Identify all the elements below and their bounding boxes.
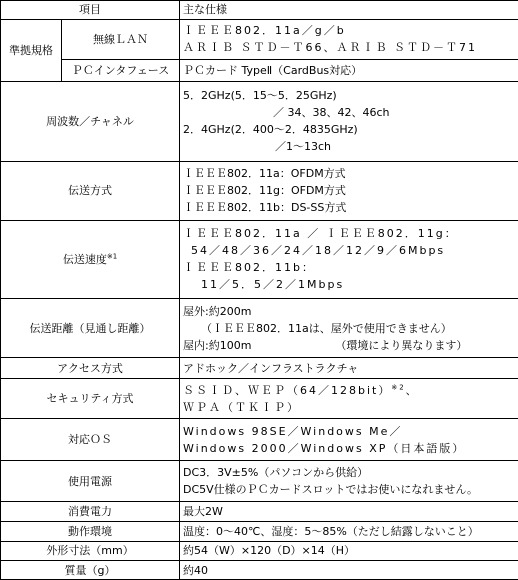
access-label: アクセス方式: [1, 358, 180, 379]
pc-interface-label: ＰＣインタフェース: [62, 60, 180, 82]
row-os: [1, 419, 518, 460]
power-label: 使用電源: [1, 460, 180, 501]
weight-label: 質量（g）: [1, 561, 180, 580]
row-speed: [1, 220, 518, 299]
dimensions-label: 外形寸法（mm）: [1, 541, 180, 561]
row-weight: [1, 561, 518, 580]
lan-value: [180, 19, 518, 59]
row-dimensions: [1, 541, 518, 561]
os-label: 対応ＯＳ: [1, 419, 180, 460]
row-consumption: [1, 502, 518, 522]
frequency-line: ／ 34、38、42、46ch: [273, 106, 390, 120]
transmission-line: ＩＥＥＥ802．11g：OFDM方式: [183, 184, 346, 198]
security-line: [183, 382, 515, 399]
speed-line: 11／5．5／2／1Mbps: [201, 278, 345, 292]
security-value: [180, 379, 518, 419]
row-distance: [1, 299, 518, 358]
access-value: アドホック／インフラストラクチャ: [180, 358, 518, 379]
consumption-label: 消費電力: [1, 502, 180, 522]
frequency-value: [180, 81, 518, 161]
speed-line: 54／48／36／24／18／12／9／6Mbps: [191, 244, 446, 258]
speed-line: ＩＥＥＥ802．11b：: [183, 261, 315, 275]
dimensions-value: 約54（W）×120（D）×14（H）: [180, 541, 518, 561]
frequency-line: 5．2GHz(5．15～5．25GHz): [183, 89, 337, 103]
lan-line: ＡＲＩＢ ＳＴＤ－Ｔ66、ＡＲＩＢ ＳＴＤ－Ｔ71: [183, 41, 477, 55]
speed-label-cell: [1, 220, 180, 299]
row-standard-pc: [1, 60, 518, 82]
transmission-label: 伝送方式: [1, 161, 180, 220]
header-row: [1, 1, 518, 20]
pc-interface-value: ＰＣカード TypeⅡ（CardBus対応）: [180, 60, 518, 82]
row-power: [1, 460, 518, 501]
frequency-line: 2．4GHz(2．400～2．4835GHz): [183, 123, 358, 137]
power-line: DC3．3V±5%（パソコンから供給）: [183, 466, 369, 480]
row-access: [1, 358, 518, 379]
security-line1: ＳＳＩＤ、ＷＥＰ（64／128bit）: [183, 383, 392, 397]
speed-value: [180, 220, 518, 299]
os-value: [180, 419, 518, 460]
row-standard-lan: [1, 19, 518, 59]
weight-value: 約40: [180, 561, 518, 580]
os-line: Windows 98SE／Windows Me／: [183, 424, 403, 438]
row-security: [1, 379, 518, 419]
standard-label: 準拠規格: [1, 19, 62, 81]
lan-label: 無線ＬＡＮ: [62, 19, 180, 59]
row-transmission: [1, 161, 518, 220]
header-spec: 主な仕様: [180, 1, 518, 20]
row-frequency: [1, 81, 518, 161]
power-value: [180, 460, 518, 501]
security-label: セキュリティ方式: [1, 379, 180, 419]
speed-line: ＩＥＥＥ802．11a ／ ＩＥＥＥ802．11g：: [183, 227, 458, 241]
frequency-line: ／1～13ch: [275, 140, 332, 154]
distance-indoor: 屋内:約100m: [183, 338, 252, 352]
distance-line: 屋外:約200m: [183, 304, 252, 318]
environment-label: 動作環境: [1, 521, 180, 541]
security-line1-end: 、: [405, 383, 419, 397]
power-line: DC5V仕様のＰＣカードスロットではお使いになれません。: [183, 483, 479, 497]
transmission-value: [180, 161, 518, 220]
security-note: ※2: [391, 383, 406, 392]
speed-label: 伝送速度: [62, 252, 107, 266]
environment-value: 温度：0～40℃、湿度：5～85%（ただし結露しないこと）: [180, 521, 518, 541]
header-item: 項目: [1, 1, 180, 20]
distance-line: （ＩＥＥＥ802．11aは、屋外で使用できません）: [201, 321, 452, 335]
distance-label: 伝送距離（見通し距離）: [1, 299, 180, 358]
distance-note: （環境により異なります）: [335, 338, 468, 352]
security-line2: ＷＰＡ（ＴＫＩＰ）: [183, 400, 300, 414]
transmission-line: ＩＥＥＥ802．11b：DS-SS方式: [183, 201, 347, 215]
speed-note: ※1: [106, 252, 118, 261]
frequency-label: 周波数／チャネル: [1, 81, 180, 161]
os-line: Windows 2000／Windows XP（日本語版）: [183, 441, 466, 455]
lan-line: ＩＥＥＥ802．11a／g／b: [183, 24, 346, 38]
row-environment: [1, 521, 518, 541]
consumption-value: 最大2W: [180, 502, 518, 522]
transmission-line: ＩＥＥＥ802．11a：OFDM方式: [183, 167, 346, 181]
distance-line-indoor: [183, 337, 515, 354]
distance-value: [180, 299, 518, 358]
